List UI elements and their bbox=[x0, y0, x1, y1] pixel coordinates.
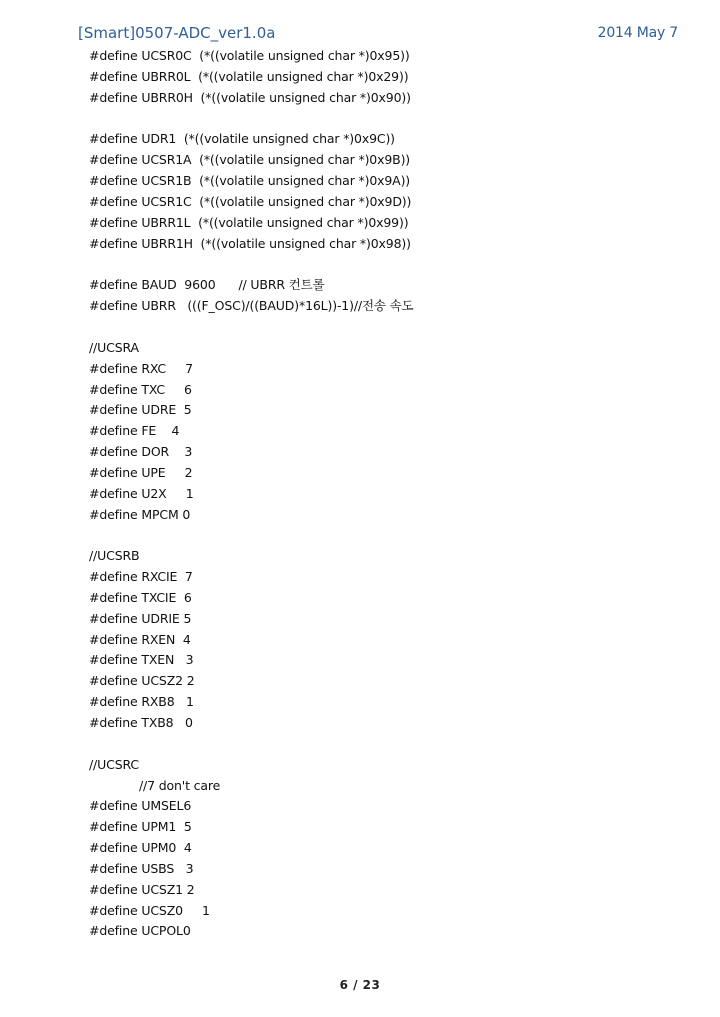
code-line: #define UCSR1B (*((volatile unsigned char *)0x9A)) bbox=[89, 173, 411, 189]
code-listing bbox=[89, 46, 689, 942]
code-line: #define UCSR0C (*((volatile unsigned char *)0x95)) bbox=[89, 48, 410, 63]
code-line: #define BAUD 9600 // UBRR 컨트롤 bbox=[89, 277, 325, 293]
code-line: #define TXB8 0 bbox=[89, 715, 193, 730]
code-line: //UCSRC bbox=[89, 756, 139, 772]
code-line: #define UBRR0L (*((volatile unsigned char *)0x29)) bbox=[89, 68, 409, 84]
code-line: #define UCSR1C (*((volatile unsigned char *)0x9D)) bbox=[89, 193, 412, 209]
page-header bbox=[78, 24, 678, 46]
code-line: #define UDRE 5 bbox=[89, 402, 192, 418]
code-line: #define RXC 7 bbox=[89, 360, 193, 376]
code-line: #define UCSR1A (*((volatile unsigned char *)0x9B)) bbox=[89, 152, 411, 168]
code-line: #define UCSZ0 1 bbox=[89, 902, 210, 918]
code-line: #define UCSZ2 2 bbox=[89, 673, 195, 689]
code-line: #define TXCIE 6 bbox=[89, 589, 192, 605]
blank-line bbox=[89, 734, 689, 755]
code-line: #define UBRR0H (*((volatile unsigned char *)0x90)) bbox=[89, 89, 411, 105]
code-line: #define MPCM 0 bbox=[89, 506, 191, 522]
blank-line bbox=[89, 317, 689, 338]
code-line: #define UPM1 5 bbox=[89, 819, 192, 835]
document-date: 2014 May 7 bbox=[597, 25, 678, 41]
code-line: //7 don't care bbox=[139, 777, 221, 793]
code-line: #define UBRR (((F_OSC)/((BAUD)*16L))-1)//전송 속도 bbox=[89, 298, 414, 314]
code-line: #define UPM0 4 bbox=[89, 840, 192, 856]
document-title: [Smart]0507-ADC_ver1.0a bbox=[78, 24, 276, 42]
code-line: #define UBRR1L (*((volatile unsigned char *)0x99)) bbox=[89, 214, 409, 230]
code-line: //UCSRA bbox=[89, 339, 139, 355]
blank-line bbox=[89, 109, 689, 130]
code-line: #define RXEN 4 bbox=[89, 631, 191, 647]
code-line: #define UBRR1H (*((volatile unsigned char *)0x98)) bbox=[89, 235, 411, 251]
code-line: #define UDRIE 5 bbox=[89, 610, 192, 626]
code-line: //UCSRB bbox=[89, 548, 140, 564]
code-line: #define UMSEL6 bbox=[89, 798, 192, 814]
blank-line bbox=[89, 254, 689, 275]
code-line: #define TXEN 3 bbox=[89, 652, 194, 668]
page-number: 6 / 23 bbox=[339, 978, 381, 992]
blank-line bbox=[89, 525, 689, 546]
code-line: #define RXB8 1 bbox=[89, 694, 194, 710]
code-line: #define UDR1 (*((volatile unsigned char *)0x9C)) bbox=[89, 131, 395, 147]
code-line: #define RXCIE 7 bbox=[89, 569, 193, 585]
code-line: #define UCSZ1 2 bbox=[89, 881, 195, 897]
code-line: #define UCPOL0 bbox=[89, 923, 191, 939]
code-line: #define UPE 2 bbox=[89, 464, 193, 480]
code-line: #define USBS 3 bbox=[89, 860, 194, 876]
code-line: #define U2X 1 bbox=[89, 485, 194, 501]
code-line: #define DOR 3 bbox=[89, 444, 193, 460]
code-line: #define TXC 6 bbox=[89, 381, 192, 397]
code-line: #define FE 4 bbox=[89, 423, 180, 439]
